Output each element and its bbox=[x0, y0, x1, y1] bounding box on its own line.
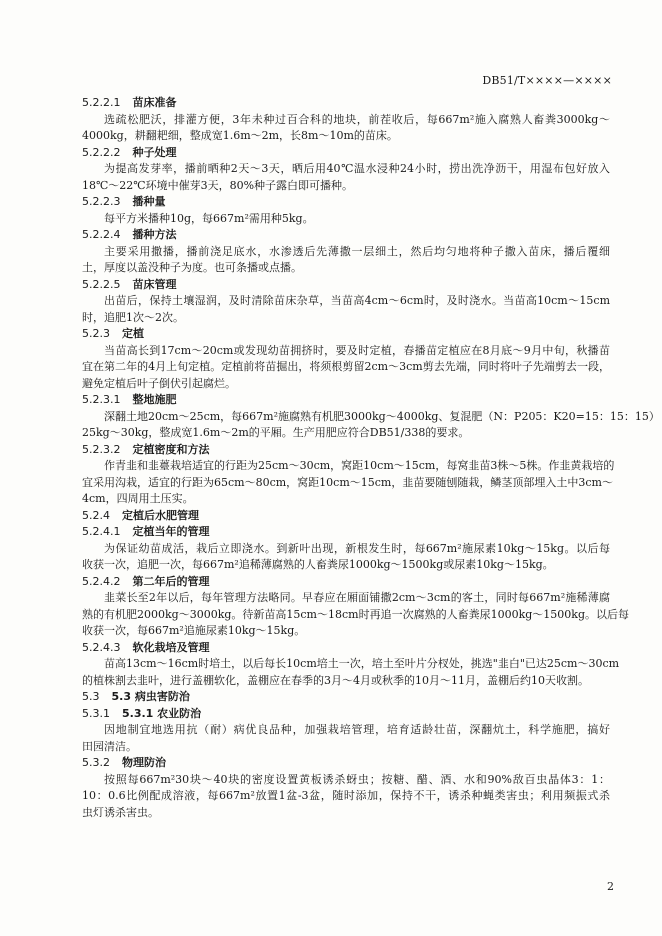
paragraph-line: 的植株割去韭叶，进行盖棚软化，盖棚应在春季的3月～4月或秋季的10月～11月，盖棚后约10天收割。 bbox=[82, 673, 589, 687]
paragraph-line: 出苗后，保持土壤湿润，及时清除苗床杂草，当苗高4cm～6cm时，及时浇水。当苗高10cm～15cm bbox=[104, 294, 610, 307]
paragraph-line: 作青韭和韭薹栽培适宜的行距为25cm～30cm，窝距10cm～15cm，每窝韭苗3株～5株。作韭黄栽培的 bbox=[104, 459, 615, 472]
paragraph-line: 熟的有机肥2000kg～3000kg。待新苗高15cm～18cm时再追一次腐熟的人畜粪尿1000kg～1500kg。以后每 bbox=[82, 607, 629, 621]
section-title: 5.3.1 农业防治 bbox=[122, 706, 202, 720]
paragraph-line: 25kg～30kg，整成宽1.6m～2m的平厢。生产用肥应符合DB51/338的要求。 bbox=[82, 426, 470, 439]
section-number: 5.2.4.1 bbox=[82, 525, 121, 538]
paragraph-line: 苗高13cm～16cm时培土，以后每长10cm培土一次，培土至叶片分杈处，挑选"韭白"已达25cm～30cm bbox=[104, 657, 620, 670]
paragraph-line: 宜在第二年的4月上旬定植。定植前将苗掘出，将须根剪留2cm～3cm剪去先端，同时将叶子先端剪去一段， bbox=[82, 360, 610, 373]
document-body bbox=[82, 95, 660, 821]
section-heading bbox=[82, 689, 610, 706]
section-heading bbox=[82, 227, 610, 244]
section-heading bbox=[82, 326, 610, 343]
paragraph-line: 因地制宜地选用抗（耐）病优良品种，加强栽培管理，培育适龄壮苗，深翻炕土，科学施肥，搞好 bbox=[104, 723, 610, 736]
section-heading bbox=[82, 640, 610, 657]
section-title: 播种量 bbox=[132, 195, 166, 208]
paragraph-line: 按照每667m²30块～40块的密度设置黄板诱杀蚜虫；按糖、醋、酒、水和90%敌百虫晶体3：1： bbox=[104, 772, 610, 786]
section-number: 5.2.4.3 bbox=[82, 640, 121, 654]
paragraph-line: 为提高发芽率，播前晒种2天～3天，晒后用40℃温水浸种24小时，捞出洗净沥干，用湿布包好放入 bbox=[104, 162, 610, 175]
section-heading bbox=[82, 145, 610, 162]
paragraph-line: 4cm，四周用土压实。 bbox=[82, 492, 194, 505]
section-number: 5.2.2.3 bbox=[82, 195, 121, 208]
section-title: 苗床管理 bbox=[132, 277, 177, 291]
section-number: 5.2.3 bbox=[82, 327, 110, 340]
paragraph-line: 避免定植后叶子倒伏引起腐烂。 bbox=[82, 376, 236, 390]
section-title: 第二年后的管理 bbox=[132, 574, 210, 588]
paragraph-line: 田园清洁。 bbox=[82, 739, 137, 753]
section-heading bbox=[82, 442, 610, 459]
paragraph-line: 深翻土地20cm～25cm，每667m²施腐熟有机肥3000kg～4000kg、复混肥（N：P205：K20=15：15：15） bbox=[104, 409, 660, 423]
paragraph-line: 宜采用沟栽，适宜的行距为65cm～80cm，窝距10cm～15cm，韭苗要随刨随栽，鳞茎顶部埋入土中3cm～ bbox=[82, 475, 613, 489]
section-heading bbox=[82, 392, 610, 409]
page-number: 2 bbox=[607, 880, 614, 893]
paragraph-line: 主要采用撒播，播前浇足底水，水渗透后先薄撒一层细土，然后均匀地将种子撒入苗床，播后覆细 bbox=[104, 244, 610, 258]
section-title: 定植当年的管理 bbox=[132, 525, 210, 538]
section-title: 定植密度和方法 bbox=[132, 442, 210, 456]
section-number: 5.2.3.1 bbox=[82, 393, 121, 406]
paragraph-line: 10：0.6比例配成溶液，每667m²放置1盆-3盆，随时添加，保持不干，诱杀种蝇类害虫；利用频振式杀 bbox=[82, 789, 610, 802]
paragraph-line: 当苗高长到17cm～20cm或发现幼苗拥挤时，要及时定植，春播苗定植应在8月底～9月中旬，秋播苗 bbox=[104, 343, 610, 357]
document-header-code: DB51/T××××—×××× bbox=[482, 74, 612, 87]
section-title: 播种方法 bbox=[132, 228, 177, 241]
section-number: 5.3.2 bbox=[82, 756, 110, 769]
paragraph-line: 收获一次，追肥一次，每667m²追稀薄腐熟的人畜粪尿1000kg～1500kg或尿素10kg～15kg。 bbox=[82, 558, 554, 571]
section-heading bbox=[82, 574, 610, 591]
section-number: 5.3.1 bbox=[82, 706, 110, 720]
section-number: 5.2.3.2 bbox=[82, 442, 121, 456]
section-heading bbox=[82, 194, 610, 211]
section-title: 软化栽培及管理 bbox=[132, 640, 210, 654]
section-number: 5.2.4.2 bbox=[82, 574, 121, 588]
section-heading bbox=[82, 524, 610, 541]
section-number: 5.2.2.2 bbox=[82, 145, 121, 159]
section-heading bbox=[82, 277, 610, 294]
section-number: 5.3 bbox=[82, 690, 100, 703]
section-number: 5.2.2.4 bbox=[82, 228, 121, 241]
paragraph-line: 18℃～22℃环境中催芽3天，80%种子露白即可播种。 bbox=[82, 178, 354, 192]
section-title: 种子处理 bbox=[132, 145, 177, 159]
section-title: 苗床准备 bbox=[132, 96, 177, 109]
section-title: 定植 bbox=[122, 327, 144, 340]
paragraph-line: 4000kg，耕翻耙细，整成宽1.6m～2m，长8m～10m的苗床。 bbox=[82, 129, 398, 142]
paragraph-line: 为保证幼苗成活，栽后立即浇水。到新叶出现，新根发生时，每667m²施尿素10kg～15kg。以后每 bbox=[104, 541, 610, 555]
section-title: 整地施肥 bbox=[132, 393, 177, 406]
paragraph-line: 韭菜长至2年以后，每年管理方法略同。早春应在厢面铺撒2cm～3cm的客土，同时每667m²施稀薄腐 bbox=[104, 591, 610, 604]
section-number: 5.2.2.1 bbox=[82, 96, 121, 109]
section-number: 5.2.4 bbox=[82, 508, 110, 522]
paragraph-line: 每平方米播种10g，每667m²需用种5kg。 bbox=[104, 211, 314, 225]
paragraph-line: 土，厚度以盖没种子为度。也可条播或点播。 bbox=[82, 261, 302, 274]
section-heading bbox=[82, 508, 610, 525]
section-title: 定植后水肥管理 bbox=[122, 508, 199, 522]
paragraph-line: 收获一次，每667m²追施尿素10kg～15kg。 bbox=[82, 624, 306, 637]
paragraph-line: 时，追肥1次～2次。 bbox=[82, 310, 184, 324]
paragraph-line: 选疏松肥沃，排灌方便，3年未种过百合科的地块，前茬收后，每667m²施入腐熟人畜粪3000kg～ bbox=[104, 112, 610, 126]
section-number: 5.2.2.5 bbox=[82, 277, 121, 291]
section-heading bbox=[82, 95, 610, 112]
section-heading bbox=[82, 706, 610, 723]
section-title: 5.3 病虫害防治 bbox=[111, 690, 190, 703]
paragraph-line: 虫灯诱杀害虫。 bbox=[82, 805, 159, 819]
section-title: 物理防治 bbox=[122, 756, 166, 769]
section-heading bbox=[82, 755, 610, 772]
